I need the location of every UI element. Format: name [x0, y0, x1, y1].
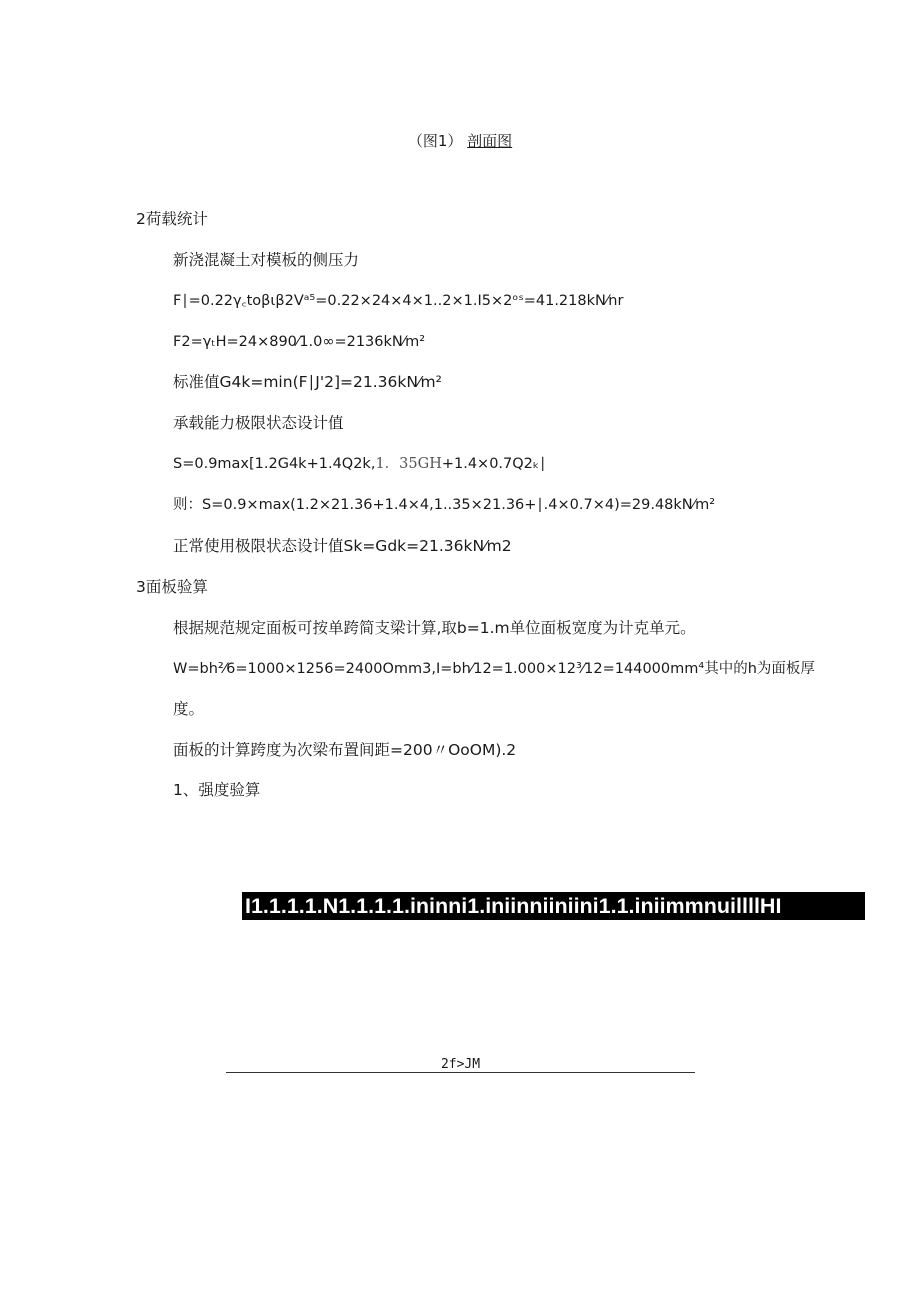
section-3-heading: 3面板验算 — [136, 578, 208, 596]
formula-s-part2: 1．35GH — [375, 456, 442, 472]
span-line: 面板的计算跨度为次梁布置间距=200〃OoOM).2 — [173, 741, 517, 759]
strength-check-heading: 1、强度验算 — [173, 781, 261, 799]
serviceability-value-line: 正常使用极限状态设计值Sk=Gdk=21.36kN⁄m2 — [173, 537, 512, 555]
garbled-black-banner: I1.1.1.1.N1.1.1.1.ininni1.iniinniiniini1.1.iniimmnuillllHI — [242, 892, 865, 920]
formula-s-part1: S=0.9max[1.2G4k+1.4Q2k, — [173, 456, 376, 472]
formula-s-max — [173, 454, 546, 474]
caption-prefix: （图1） — [407, 132, 463, 150]
rule-label: 2f>JM — [440, 1057, 481, 1072]
paragraph-continuation: 度。 — [173, 700, 205, 718]
formula-s-part3: +1.4×0.7Q2ₖ∣ — [441, 456, 547, 472]
caption-title: 剖面图 — [467, 132, 513, 150]
paragraph-simply-supported: 根据规范规定面板可按单跨简支梁计算,取b=1.m单位面板宽度为计克单元。 — [173, 619, 696, 637]
ultimate-limit-heading: 承载能力极限状态设计值 — [173, 414, 344, 432]
rule-left — [226, 1060, 440, 1073]
standard-value-line: 标准值G4k=min(F∣J'2]=21.36kN⁄m² — [173, 373, 442, 391]
formula-s-result: 则：S=0.9×max(1.2×21.36+1.4×4,1..35×21.36+∣.4×0.7×4)=29.48kN⁄m² — [173, 497, 716, 513]
section-2-heading: 2荷载统计 — [136, 210, 208, 228]
figure-caption — [0, 131, 920, 151]
paragraph-lateral-pressure: 新浇混凝土对模板的侧压力 — [173, 251, 360, 269]
formula-f2: F2=γₜH=24×890⁄1.0∞=2136kN⁄m² — [173, 334, 426, 350]
formula-f1: F∣=0.22γ꜀toβιβ2Vᵃ⁵=0.22×24×4×1..2×1.I5×2ᵒˢ=41.218kN⁄nr — [173, 293, 624, 309]
rule-with-label — [226, 1055, 695, 1073]
rule-right — [481, 1060, 695, 1073]
formula-w-i: W=bh²⁄6=1000×1256=2400Omm3,I=bh⁄12=1.000×12³⁄12=144000mm⁴其中的h为面板厚 — [173, 661, 815, 677]
